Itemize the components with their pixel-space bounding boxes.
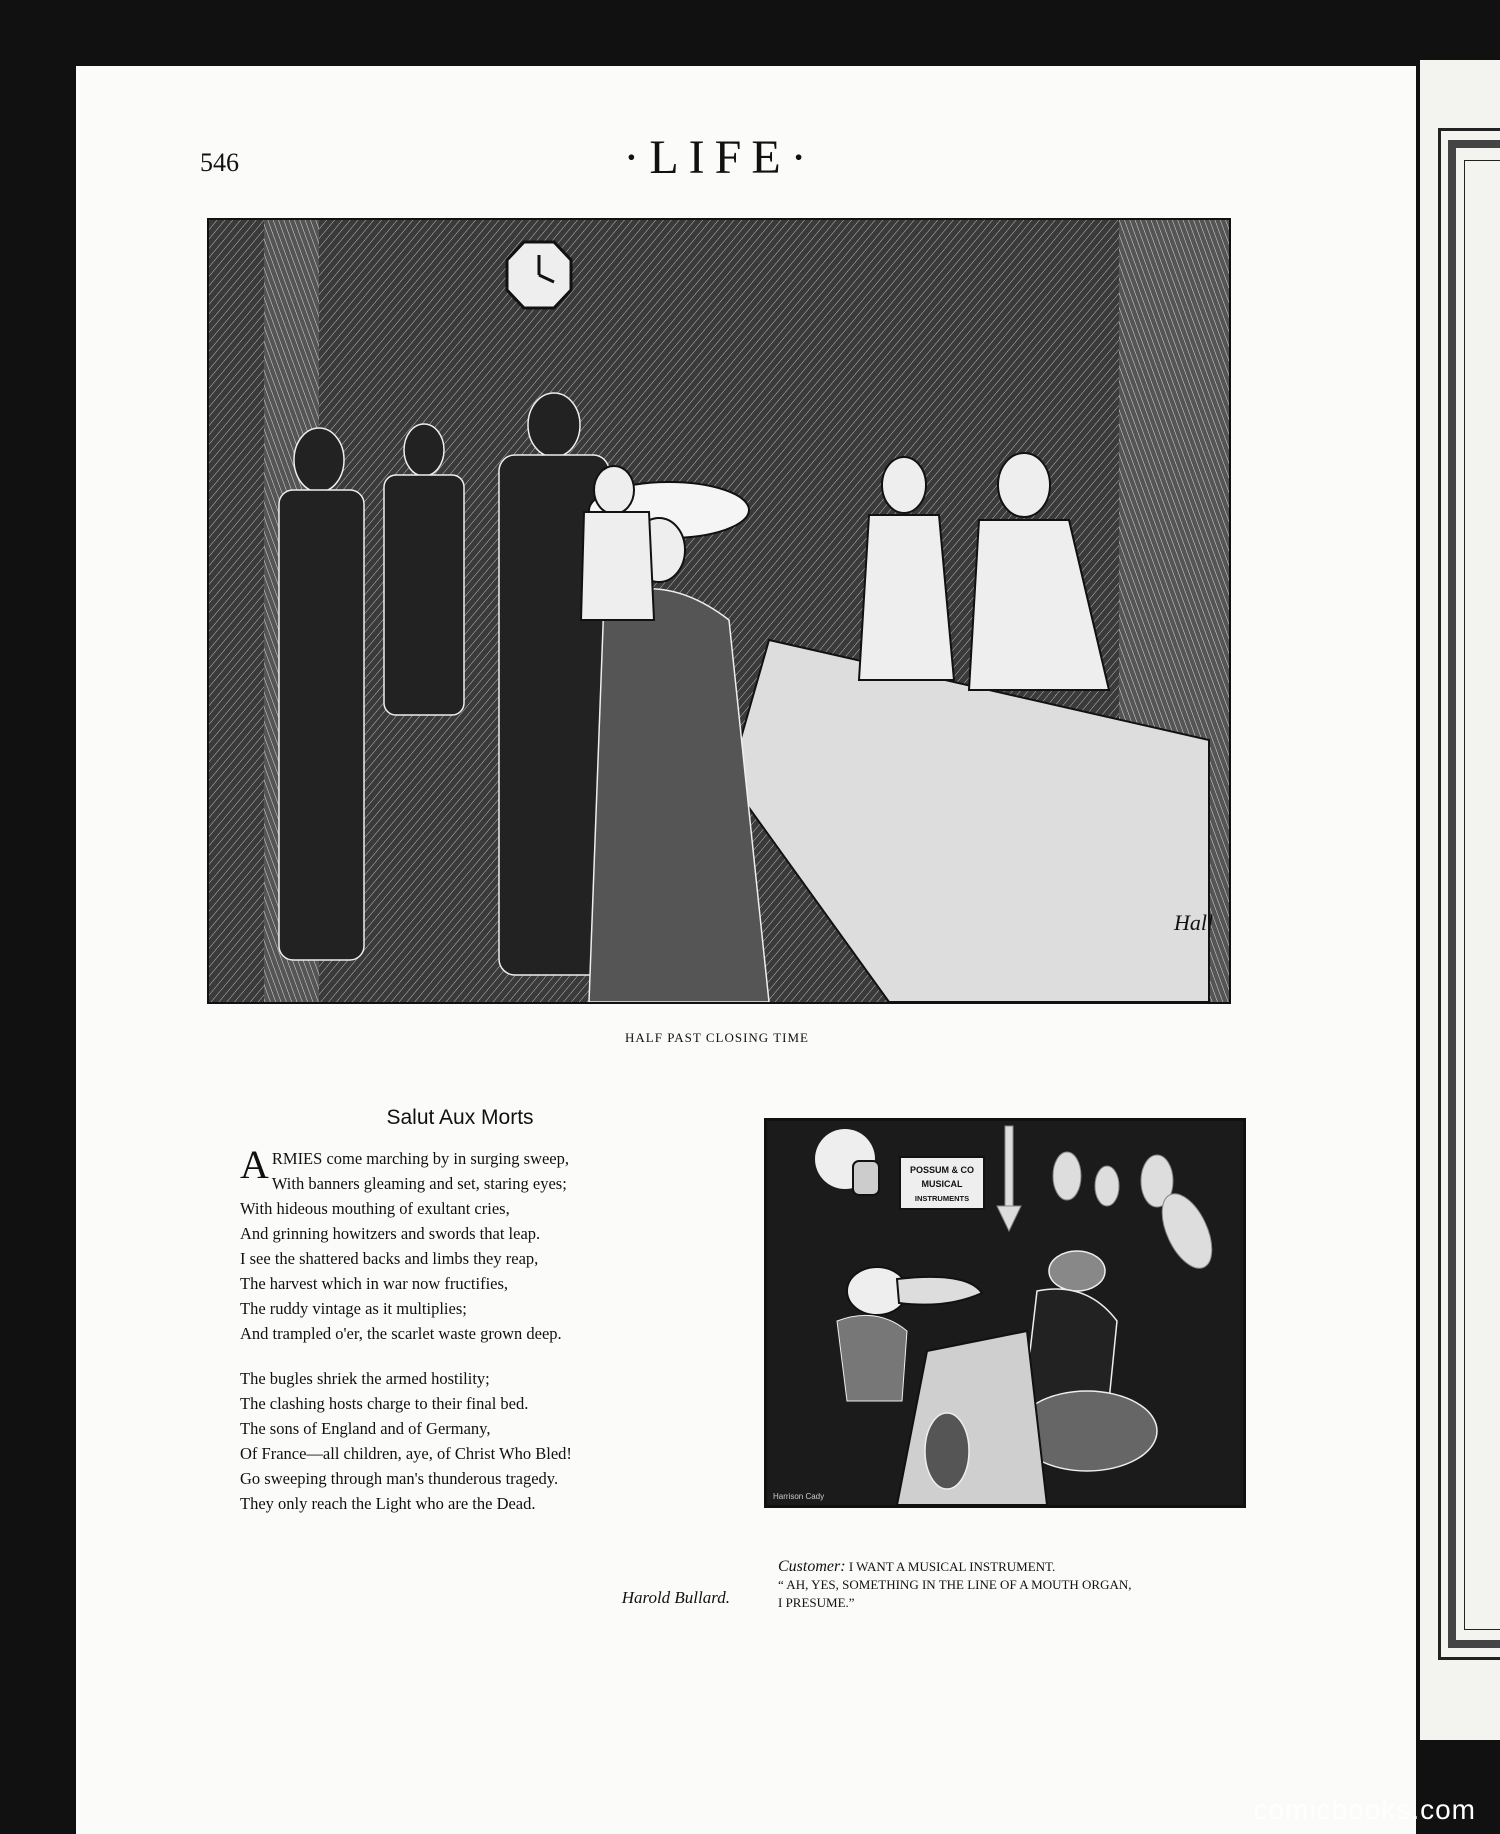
caption-line: I PRESUME.” <box>778 1595 855 1610</box>
poem-line: With banners gleaming and set, staring eyes; <box>271 1174 567 1193</box>
poem-line: They only reach the Light who are the Dead. <box>240 1494 536 1513</box>
poem-line: The harvest which in war now fructifies, <box>240 1274 509 1293</box>
border-frame-inner <box>1464 160 1500 1630</box>
poem-line: The ruddy vintage as it multiplies; <box>240 1299 467 1318</box>
poem-line: Go sweeping through man's thunderous tragedy. <box>240 1469 559 1488</box>
cartoon-signature: Harrison Cady <box>773 1492 825 1501</box>
poem-line: ARMIES come marching by in surging sweep, <box>240 1142 570 1187</box>
wall-clock-icon <box>507 242 571 308</box>
svg-text:POSSUM & CO: POSSUM & CO <box>909 1165 975 1175</box>
poem-line: And trampled o'er, the scarlet waste grown deep. <box>240 1324 562 1343</box>
poem-line: The clashing hosts charge to their final bed. <box>240 1394 529 1413</box>
cartoon-caption <box>778 1558 1278 1612</box>
watermark: comicbooks.com <box>1253 1794 1476 1825</box>
artist-signature: Hall <box>1174 910 1214 935</box>
poem-author: Harold Bullard. <box>621 1588 730 1607</box>
poem-line: The bugles shriek the armed hostility; <box>240 1369 490 1388</box>
poem-line: The sons of England and of Germany, <box>240 1419 491 1438</box>
svg-text:INSTRUMENTS: INSTRUMENTS <box>914 1194 970 1203</box>
adjacent-page-edge <box>1420 60 1500 1740</box>
poem-line: Of France—all children, aye, of Christ Who Bled! <box>240 1444 572 1463</box>
poem-body <box>240 1142 660 1516</box>
poem-line: And grinning howitzers and swords that leap. <box>240 1224 541 1243</box>
page-number: 546 <box>200 148 239 177</box>
violin-icon <box>925 1413 969 1489</box>
possum-music-cartoon <box>764 1118 1246 1508</box>
poem-line: I see the shattered backs and limbs they reap, <box>240 1249 539 1268</box>
drop-cap: A <box>240 1142 269 1187</box>
shop-sign <box>900 1157 984 1209</box>
poem-line: With hideous mouthing of exultant cries, <box>240 1199 510 1218</box>
masthead: ·LIFE· <box>623 131 817 184</box>
illustration-caption: HALF PAST CLOSING TIME <box>625 1030 809 1045</box>
poem-title: Salut Aux Morts <box>386 1106 534 1129</box>
store-illustration <box>207 218 1231 1004</box>
caption-speaker: Customer: <box>778 1558 846 1575</box>
svg-text:MUSICAL: MUSICAL <box>921 1179 963 1189</box>
caption-line: I WANT A MUSICAL INSTRUMENT. <box>848 1559 1056 1574</box>
caption-line: “ AH, YES, SOMETHING IN THE LINE OF A MOUTH ORGAN, <box>778 1577 1132 1592</box>
lantern-icon <box>853 1161 879 1195</box>
